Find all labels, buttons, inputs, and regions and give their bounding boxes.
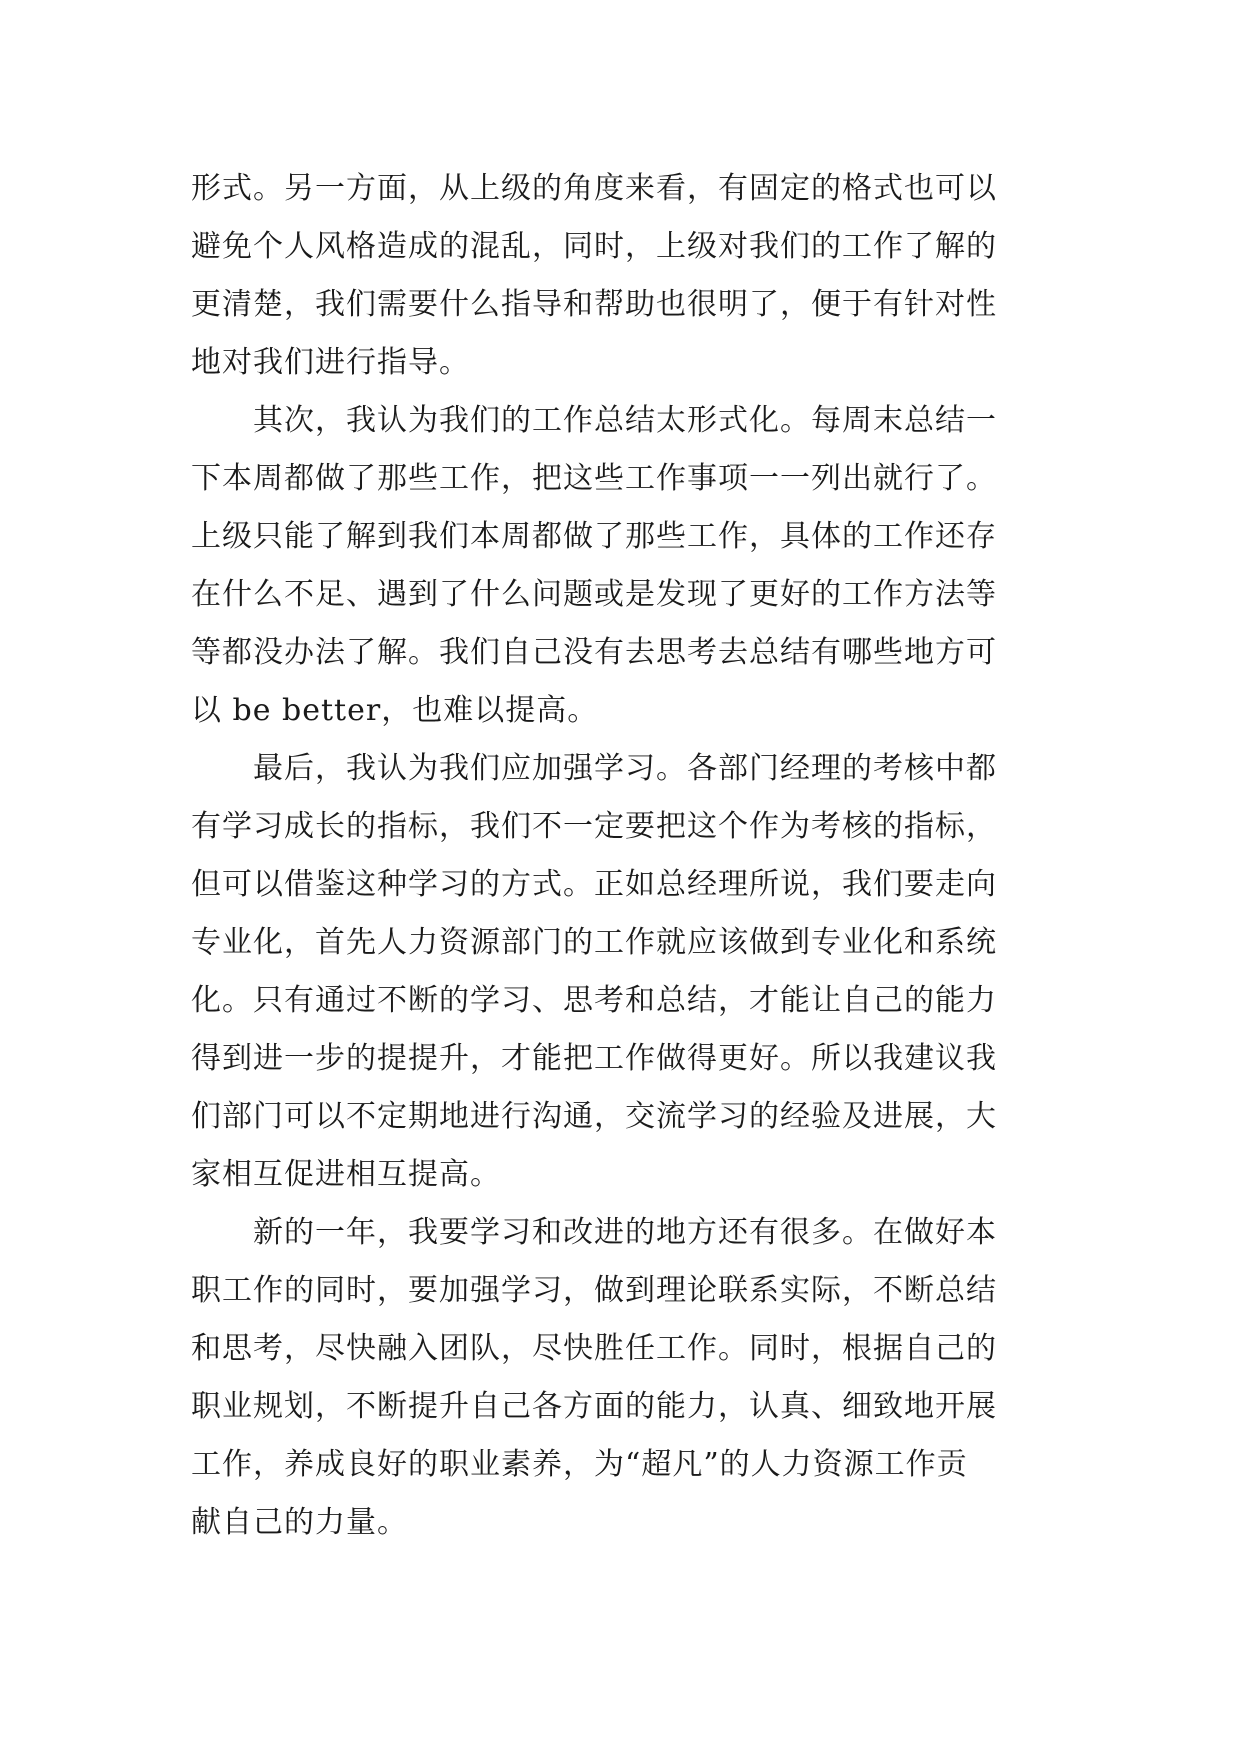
text-line: 家相互促进相互提高。: [191, 1157, 501, 1192]
text-line: 最后，我认为我们应加强学习。各部门经理的考核中都: [253, 751, 997, 786]
text-line: 上级只能了解到我们本周都做了那些工作，具体的工作还存: [191, 519, 997, 554]
text-line: 更清楚，我们需要什么指导和帮助也很明了，便于有针对性: [191, 287, 997, 322]
text-line: 地对我们进行指导。: [191, 345, 470, 380]
paragraph-2: [191, 392, 1061, 740]
text-line: 化。只有通过不断的学习、思考和总结，才能让自己的能力: [191, 983, 997, 1018]
text-line: 献自己的力量。: [191, 1505, 408, 1540]
text-line: 职工作的同时，要加强学习，做到理论联系实际，不断总结: [191, 1273, 997, 1308]
text-line: 等都没办法了解。我们自己没有去思考去总结有哪些地方可: [191, 635, 997, 670]
text-line: 但可以借鉴这种学习的方式。正如总经理所说，我们要走向: [191, 867, 997, 902]
text-line: 在什么不足、遇到了什么问题或是发现了更好的工作方法等: [191, 577, 997, 612]
text-line: 有学习成长的指标，我们不一定要把这个作为考核的指标，: [191, 809, 997, 844]
text-line: 专业化，首先人力资源部门的工作就应该做到专业化和系统: [191, 925, 997, 960]
text-line: 工作，养成良好的职业素养，为“超凡”的人力资源工作贡: [191, 1447, 968, 1482]
text-line: 下本周都做了那些工作，把这些工作事项一一列出就行了。: [191, 461, 997, 496]
text-line: 得到进一步的提提升，才能把工作做得更好。所以我建议我: [191, 1041, 997, 1076]
text-line: 们部门可以不定期地进行沟通，交流学习的经验及进展，大: [191, 1099, 997, 1134]
text-line: 其次，我认为我们的工作总结太形式化。每周末总结一: [253, 403, 997, 438]
text-line: 新的一年，我要学习和改进的地方还有很多。在做好本: [253, 1215, 997, 1250]
paragraph-3: [191, 740, 1061, 1204]
document-body: [191, 160, 1061, 1552]
text-line: 职业规划，不断提升自己各方面的能力，认真、细致地开展: [191, 1389, 997, 1424]
text-line: 以 be better，也难以提高。: [191, 693, 599, 728]
text-line: 和思考，尽快融入团队，尽快胜任工作。同时，根据自己的: [191, 1331, 997, 1366]
paragraph-4: [191, 1204, 1061, 1552]
text-line: 避免个人风格造成的混乱，同时，上级对我们的工作了解的: [191, 229, 997, 264]
text-line: 形式。另一方面，从上级的角度来看，有固定的格式也可以: [191, 171, 997, 206]
paragraph-1: [191, 160, 1061, 392]
